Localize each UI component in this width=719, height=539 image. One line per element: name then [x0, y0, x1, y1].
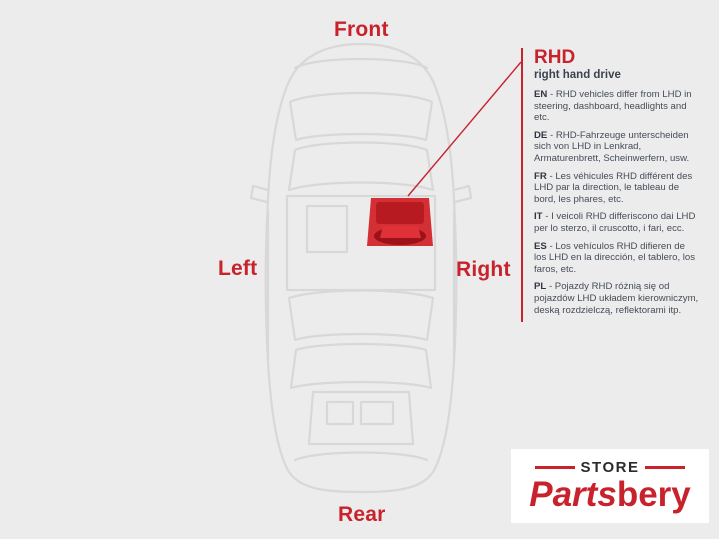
logo-dash-left — [535, 466, 575, 469]
lang-block-de — [534, 130, 699, 165]
lang-code-it: IT — [534, 211, 543, 223]
direction-label-front: Front — [334, 18, 389, 41]
direction-label-left: Left — [218, 257, 258, 280]
logo-parts-text: Parts — [529, 475, 617, 514]
lang-text-pl: - Pojazdy RHD różnią się od pojazdów LHD układem kierowniczym, deską rozdzielczą, reflektorami itp. — [534, 281, 699, 316]
lang-code-pl: PL — [534, 281, 547, 293]
rhd-info-panel — [521, 48, 699, 322]
lang-text-es: - Los vehículos RHD difieren de los LHD en la dirección, el tablero, los faros, etc. — [534, 240, 696, 275]
lang-block-pl — [534, 281, 699, 316]
direction-label-rear: Rear — [338, 503, 386, 526]
lang-code-fr: FR — [534, 170, 547, 182]
lang-code-en: EN — [534, 89, 548, 100]
lang-text-it: - I veicoli RHD differiscono dai LHD per lo sterzo, il cruscotto, i fari, ecc. — [534, 211, 696, 234]
logo-store-row — [535, 459, 685, 476]
lang-text-de: - RHD-Fahrzeuge unterscheiden sich von LHD in Lenkrad, Armaturenbrett, Scheinwerfern, usw. — [534, 129, 690, 164]
steering-wheel-highlight — [367, 198, 433, 246]
direction-label-right: Right — [456, 258, 511, 281]
panel-subtitle: right hand drive — [534, 69, 621, 81]
lang-block-it — [534, 211, 699, 234]
logo-dash-right — [645, 466, 685, 469]
lang-block-en — [534, 89, 699, 124]
panel-title: RHD — [534, 47, 576, 68]
lang-block-es — [534, 241, 699, 276]
logo-wordmark — [529, 477, 691, 513]
logo-store-text: STORE — [580, 459, 640, 476]
lang-text-fr: - Les véhicules RHD différent des LHD par la direction, le tableau de bord, les phares, etc. — [534, 170, 693, 205]
brand-logo — [511, 449, 709, 523]
car-top-view-illustration — [243, 40, 479, 496]
lang-block-fr — [534, 171, 699, 206]
logo-bery-text: bery — [616, 475, 691, 514]
lang-code-es: ES — [534, 240, 547, 252]
lang-code-de: DE — [534, 129, 548, 141]
lang-text-en: - RHD vehicles differ from LHD in steering, dashboard, headlights and etc. — [534, 89, 692, 124]
